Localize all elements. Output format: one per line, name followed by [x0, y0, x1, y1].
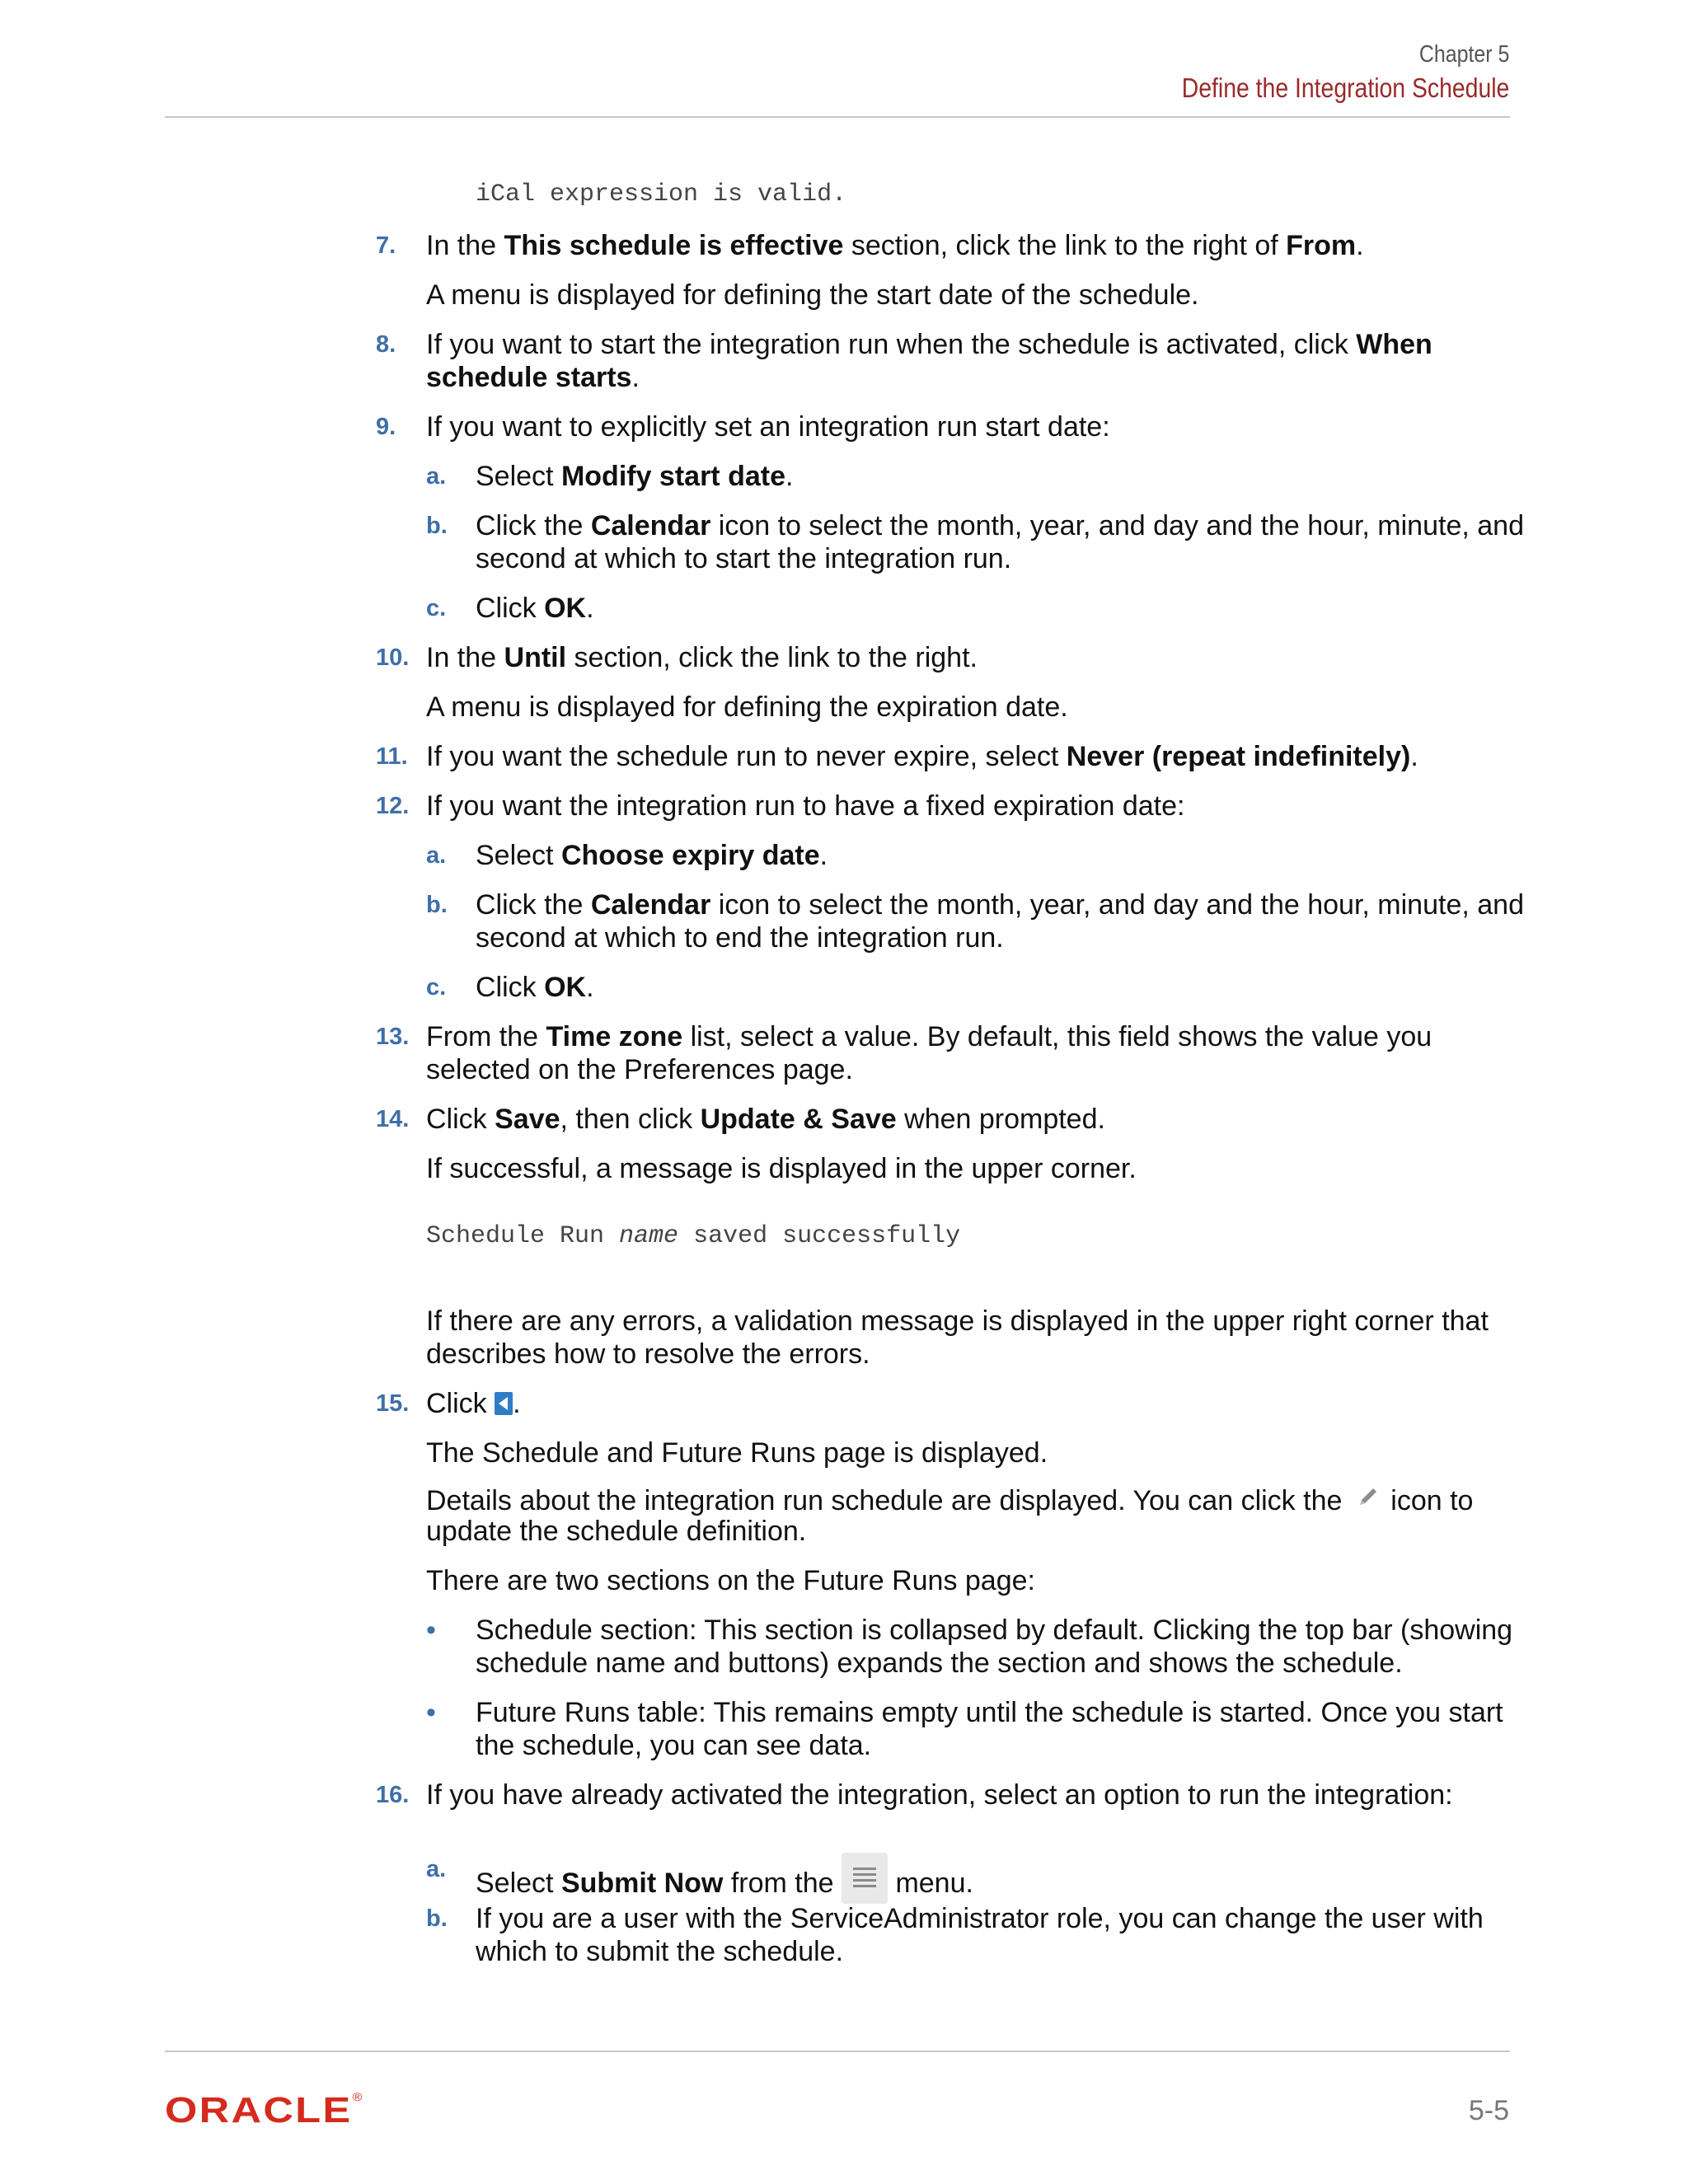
step-10-text: In the Until section, click the link to the right.: [426, 642, 978, 673]
step-12a-text: Select Choose expiry date.: [476, 840, 828, 871]
step-14-text: Click Save, then click Update & Save when prompted.: [426, 1104, 1105, 1135]
step-16b-text: If you are a user with the ServiceAdministrator role, you can change the user with: [476, 1903, 1484, 1934]
ical-valid-code: iCal expression is valid.: [476, 180, 847, 209]
substep-letter: c.: [426, 595, 447, 621]
step-9b-text: Click the Calendar icon to select the month, year, and day and the hour, minute, and: [476, 510, 1524, 541]
step-12-text: If you want the integration run to have a fixed expiration date:: [426, 790, 1185, 822]
header-rule: [165, 116, 1510, 118]
step-14-error-note: If there are any errors, a validation message is displayed in the upper right corner that: [426, 1305, 1489, 1337]
step-13-text-cont: selected on the Preferences page.: [426, 1054, 853, 1085]
oracle-logo: ORACLE®: [165, 2090, 364, 2130]
step-number: 14.: [376, 1106, 410, 1132]
chapter-label: Chapter 5: [1418, 41, 1509, 68]
footer-rule: [165, 2050, 1510, 2052]
step-7-note: A menu is displayed for defining the start date of the schedule.: [426, 279, 1199, 311]
pencil-icon: [1350, 1482, 1383, 1515]
step-13-text: From the Time zone list, select a value. By default, this field shows the value you: [426, 1021, 1432, 1052]
step-7-text: In the This schedule is effective section, click the link to the right of From.: [426, 230, 1364, 261]
step-14-error-note-cont: describes how to resolve the errors.: [426, 1338, 870, 1370]
substep-letter: b.: [426, 892, 448, 918]
substep-letter: c.: [426, 974, 447, 1001]
bullet-future-runs: Future Runs table: This remains empty until the schedule is started. Once you start: [476, 1697, 1503, 1728]
substep-letter: a.: [426, 1856, 447, 1882]
step-number: 13.: [376, 1024, 410, 1050]
step-8-text: If you want to start the integration run when the schedule is activated, click When: [426, 329, 1432, 360]
bullet-future-runs-cont: the schedule, you can see data.: [476, 1730, 872, 1761]
step-number: 11.: [376, 743, 408, 770]
step-9-text: If you want to explicitly set an integration run start date:: [426, 411, 1110, 443]
substep-letter: b.: [426, 513, 448, 539]
step-15-sections-note: There are two sections on the Future Runs page:: [426, 1565, 1035, 1596]
step-16b-text-cont: which to submit the schedule.: [476, 1936, 844, 1967]
back-arrow-icon: [495, 1392, 513, 1415]
step-number: 12.: [376, 793, 410, 819]
step-15-text: Click .: [426, 1388, 521, 1419]
page-number: 5-5: [1468, 2095, 1509, 2126]
step-9a-text: Select Modify start date.: [476, 461, 794, 492]
step-12c-text: Click OK.: [476, 972, 594, 1003]
bullet-schedule-section-cont: schedule name and buttons) expands the section and shows the schedule.: [476, 1647, 1403, 1679]
step-number: 15.: [376, 1390, 410, 1417]
hamburger-menu-icon: [842, 1853, 888, 1904]
substep-letter: b.: [426, 1905, 448, 1932]
step-8-text-cont: schedule starts.: [426, 362, 640, 393]
step-15-details-cont: update the schedule definition.: [426, 1516, 807, 1547]
bullet-schedule-section: Schedule section: This section is collapsed by default. Clicking the top bar (showing: [476, 1615, 1513, 1646]
step-12b-text: Click the Calendar icon to select the month, year, and day and the hour, minute, and: [476, 889, 1524, 921]
bullet-icon: •: [426, 1697, 436, 1728]
step-10-note: A menu is displayed for defining the expiration date.: [426, 691, 1068, 723]
step-number: 16.: [376, 1782, 410, 1808]
step-11-text: If you want the schedule run to never expire, select Never (repeat indefinitely).: [426, 741, 1418, 772]
substep-letter: a.: [426, 842, 447, 869]
step-16a-text: Select Submit Now from the menu.: [476, 1853, 973, 1904]
step-9c-text: Click OK.: [476, 593, 594, 624]
substep-letter: a.: [426, 463, 447, 490]
step-12b-text-cont: second at which to end the integration run.: [476, 922, 1004, 954]
step-14-note: If successful, a message is displayed in the upper corner.: [426, 1153, 1137, 1184]
saved-message-code: Schedule Run name saved successfully: [426, 1222, 961, 1250]
step-15-details: Details about the integration run schedule are displayed. You can click the icon to: [426, 1482, 1473, 1517]
bullet-icon: •: [426, 1615, 436, 1646]
step-number: 8.: [376, 331, 396, 358]
chapter-title: Define the Integration Schedule: [1181, 73, 1509, 103]
step-9b-text-cont: second at which to start the integration run.: [476, 543, 1012, 574]
step-16-text: If you have already activated the integration, select an option to run the integration:: [426, 1779, 1453, 1811]
step-number: 9.: [376, 414, 396, 440]
step-number: 7.: [376, 232, 396, 259]
step-15-note: The Schedule and Future Runs page is displayed.: [426, 1437, 1048, 1469]
step-number: 10.: [376, 644, 410, 671]
